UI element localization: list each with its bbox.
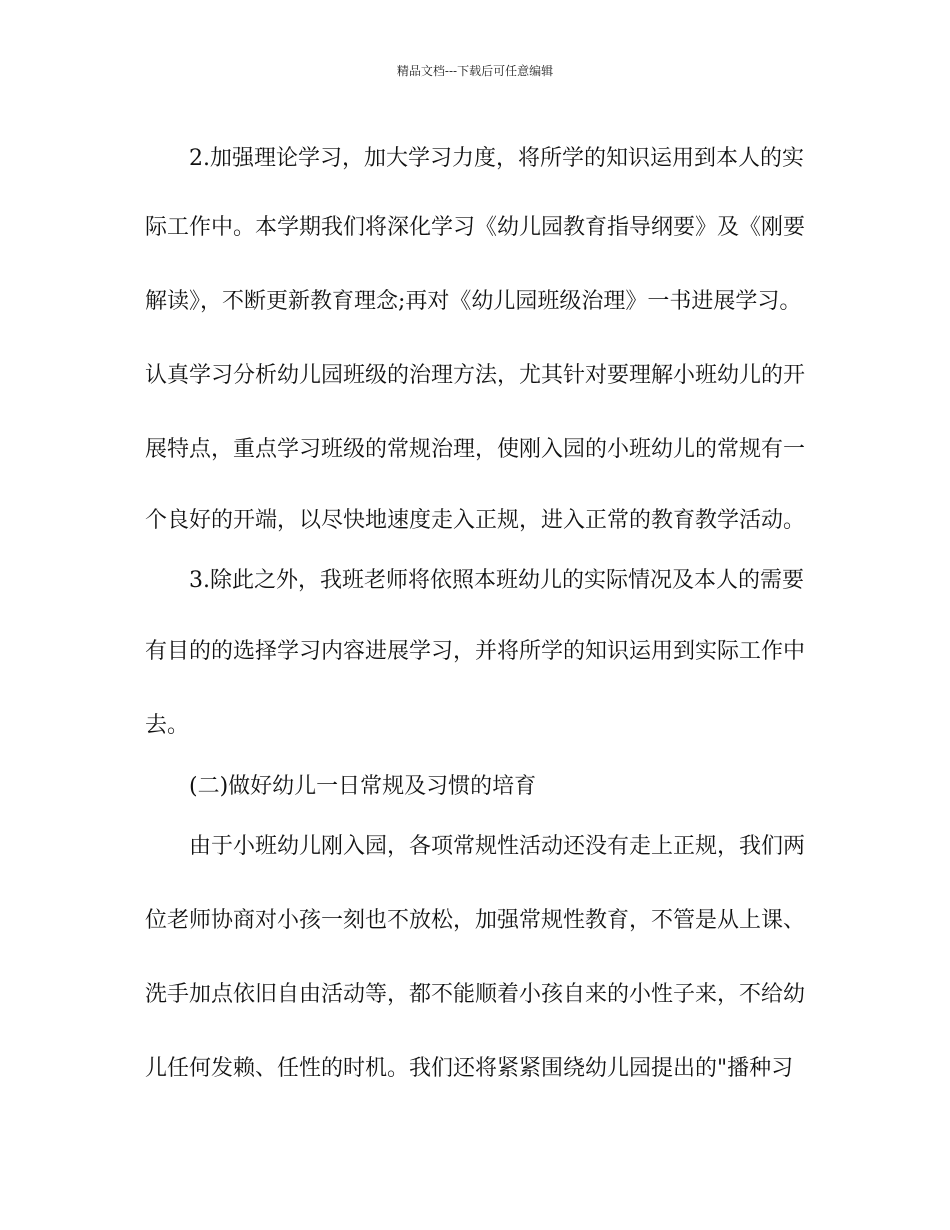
text-line: 由于小班幼儿刚入园，各项常规性活动还没有走上正规，我们两 <box>145 834 806 859</box>
text-line: 3.除此之外，我班老师将依照本班幼儿的实际情况及本人的需要 <box>145 568 804 593</box>
text-line: 际工作中。本学期我们将深化学习《幼儿园教育指导纲要》及《刚要 <box>145 215 806 240</box>
page-header: 精品文档---下载后可任意编辑 <box>396 64 554 78</box>
text-line: (二)做好幼儿一日常规及习惯的培育 <box>145 774 537 799</box>
text-line: 去。 <box>145 713 190 738</box>
text-line: 儿任何发赖、任性的时机。我们还将紧紧围绕幼儿园提出的"播种习 <box>145 1056 794 1081</box>
text-line: 2.加强理论学习，加大学习力度，将所学的知识运用到本人的实 <box>145 146 804 171</box>
text-line: 个良好的开端，以尽快地速度走入正规，进入正常的教育教学活动。 <box>145 508 806 533</box>
text-line: 洗手加点依旧自由活动等，都不能顺着小孩自来的小性子来，不给幼 <box>145 982 806 1007</box>
text-line: 解读》，不断更新教育理念;再对《幼儿园班级治理》一书进展学习。 <box>145 289 802 314</box>
text-line: 展特点，重点学习班级的常规治理，使刚入园的小班幼儿的常规有一 <box>145 437 806 462</box>
text-line: 位老师协商对小孩一刻也不放松，加强常规性教育，不管是从上课、 <box>145 908 806 933</box>
text-line: 认真学习分析幼儿园班级的治理方法，尤其针对要理解小班幼儿的开 <box>145 363 806 388</box>
text-line: 有目的的选择学习内容进展学习，并将所学的知识运用到实际工作中 <box>145 639 806 664</box>
